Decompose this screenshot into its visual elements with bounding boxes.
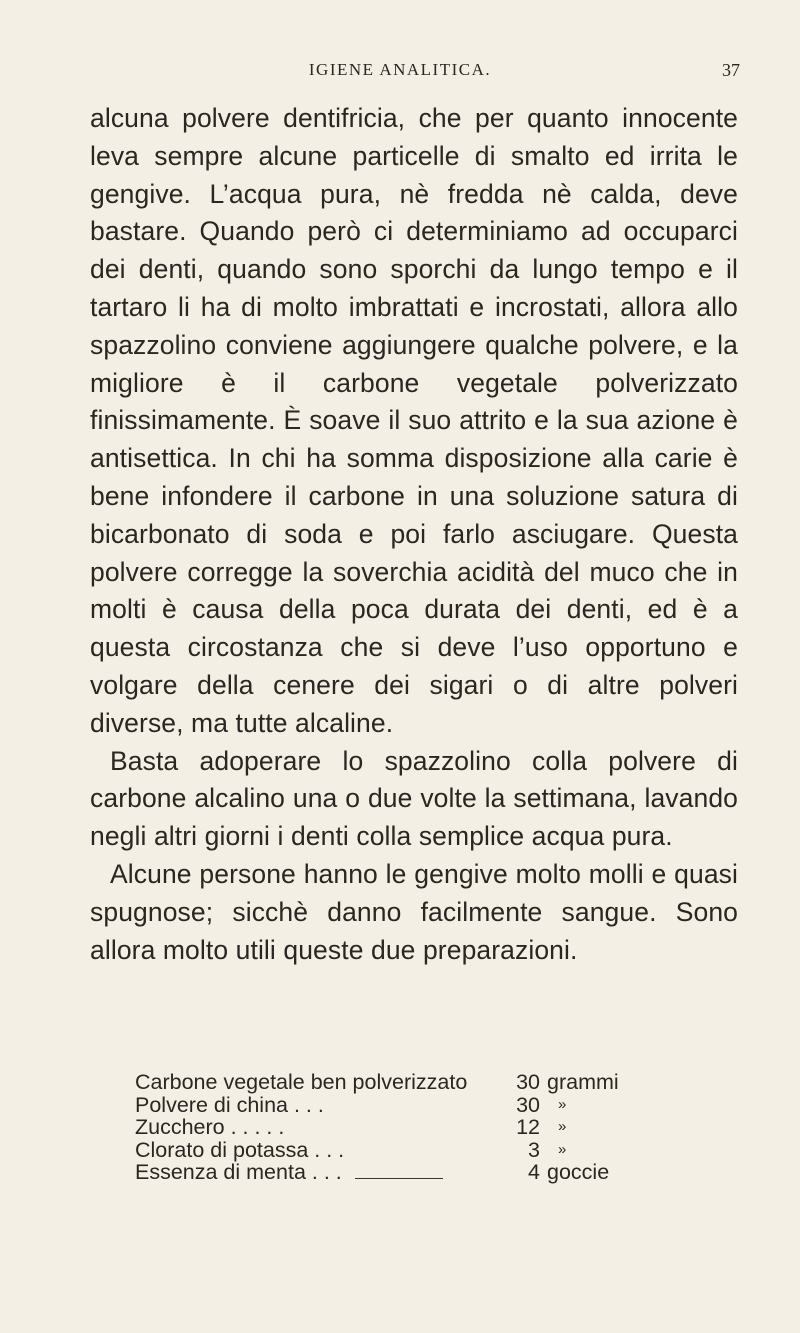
recipe-item	[135, 1161, 695, 1184]
ingredient-unit: grammi	[547, 1070, 619, 1094]
section-divider	[355, 1178, 443, 1179]
ingredient-name: Essenza di menta . . .	[135, 1160, 342, 1184]
paragraph: alcuna polvere dentifricia, che per quanto innocente leva sempre alcune particelle di smalto ed irrita le gengive. L’acqua pura, nè fredda nè calda, deve bastare. Quando però ci determiniamo ad occuparci dei denti, quando sono sporchi da lungo tempo e il tartaro li ha di molto imbrattati e incrostati, allora allo spazzolino conviene aggiungere qualche polvere, e la migliore è il carbone vegetale polverizzato finissimamente. È soave il suo attrito e la sua azione è antisettica. In chi ha somma disposizione alla carie è bene infondere il carbone in una soluzione satura di bicarbonato di soda e poi farlo asciugare. Questa polvere corregge la soverchia acidità del muco che in molti è causa della poca durata dei denti, ed è a questa circostanza che si deve l’uso opportuno e volgare della cenere dei sigari o di altre polveri diverse, ma tutte alcaline.	[90, 103, 738, 738]
ingredient-quantity: 4	[528, 1160, 540, 1184]
ingredient-unit: »	[558, 1118, 567, 1135]
ingredient-unit: »	[558, 1095, 567, 1113]
ingredient-quantity: 30	[516, 1070, 540, 1094]
recipe-list	[135, 1071, 695, 1184]
page-number: 37	[722, 60, 740, 80]
recipe-item	[135, 1139, 695, 1162]
ingredient-quantity: 3	[528, 1137, 540, 1162]
ingredient-quantity: 30	[516, 1092, 540, 1117]
paragraph: Basta adoperare lo spazzolino colla polvere di carbone alcalino una o due volte la settimana, lavando negli altri giorni i denti colla semplice acqua pura.	[90, 745, 738, 852]
ingredient-name: Carbone vegetale ben polverizzato	[135, 1070, 468, 1094]
ingredient-name: Polvere di china . . .	[135, 1092, 324, 1117]
paragraph: Alcune persone hanno le gengive molto molli e quasi spugnose; sicchè danno facilmente sangue. Sono allora molto utili queste due preparazioni.	[90, 858, 738, 965]
header-title: IGIENE ANALITICA.	[308, 60, 492, 79]
ingredient-unit: goccie	[547, 1160, 610, 1184]
recipe-item	[135, 1071, 695, 1094]
ingredient-name: Clorato di potassa . . .	[135, 1137, 345, 1162]
recipe-item	[135, 1116, 695, 1139]
body-text	[90, 100, 738, 969]
recipe-item	[135, 1094, 695, 1117]
ingredient-name: Zucchero . . . . .	[135, 1115, 285, 1139]
ingredient-unit: »	[558, 1140, 567, 1158]
ingredient-quantity: 12	[516, 1115, 540, 1139]
running-header	[0, 60, 800, 90]
